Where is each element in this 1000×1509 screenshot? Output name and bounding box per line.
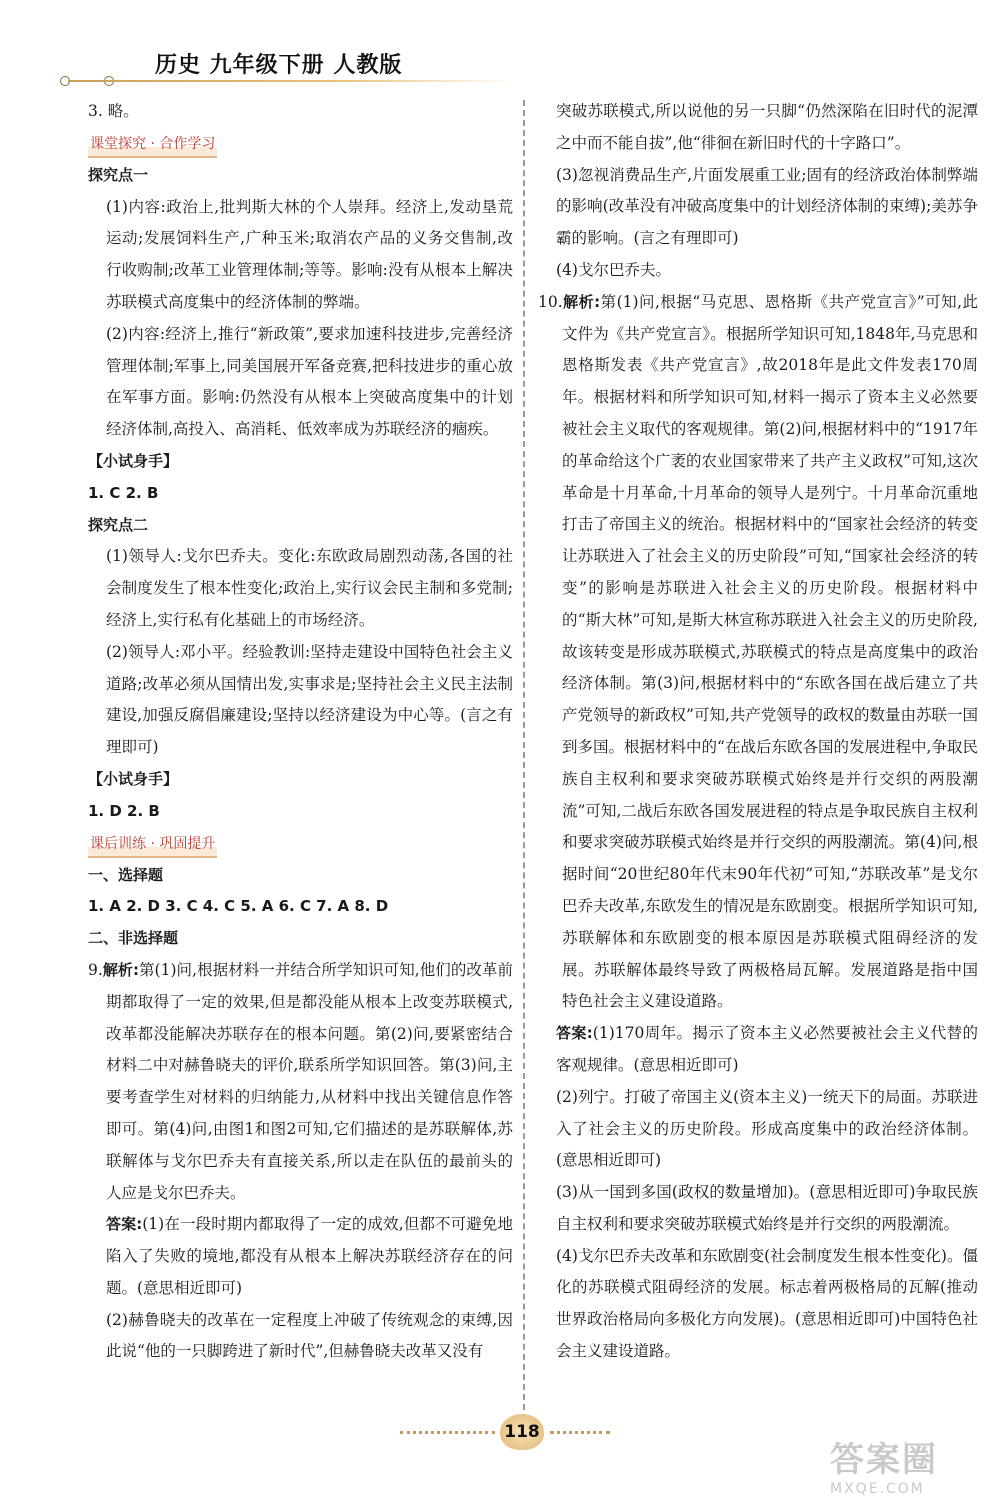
watermark-logo (830, 1440, 990, 1504)
subheading: 【小试身手】 (88, 769, 179, 788)
watermark-url: MXQE.COM (830, 1481, 925, 1497)
paragraph: (1)内容:政治上,批判斯大林的个人崇拜。经济上,发动垦荒运动;发展饲料生产,广种玉米;取消农产品的义务交售制,改行收购制;改革工业管理体制;等等。影响:没有从根本上解决苏联模式高度集中的经济体制的弊端。 (106, 197, 513, 311)
paragraph: 突破苏联模式,所以说他的另一只脚“仍然深陷在旧时代的泥潭之中而不能自拔”,他“徘徊在新旧时代的十字路口”。 (556, 102, 978, 152)
answer-line: 1. C 2. B (88, 483, 159, 502)
question-9-analysis (88, 955, 513, 1209)
subheading: 一、选择题 (88, 865, 164, 884)
footer-dots-right (550, 1431, 610, 1434)
page-header (0, 0, 1000, 95)
analysis-label: 解析: (562, 292, 601, 311)
answer-label: 答案: (556, 1024, 593, 1043)
paragraph: (2)赫鲁晓夫的改革在一定程度上冲破了传统观念的束缚,因此说“他的一只脚跨进了新时代”,但赫鲁晓夫改革又没有 (106, 1310, 513, 1361)
paragraph: (3)忽视消费品生产,片面发展重工业;固有的经济政治体制弊端的影响(改革没有冲破高度集中的计划经济体制的束缚);美苏争霸的影响。(言之有理即可) (556, 165, 978, 248)
left-column (88, 96, 513, 1368)
paragraph: (2)内容:经济上,推行“新政策”,要求加速科技进步,完善经济管理体制;军事上,同美国展开军备竞赛,把科技进步的重心放在军事方面。影响:仍然没有从根本上突破高度集中的计划经济体制,高投入、高消耗、低效率成为苏联经济的痼疾。 (106, 324, 513, 439)
paragraph: (1)领导人:戈尔巴乔夫。变化:东欧政局剧烈动荡,各国的社会制度发生了根本性变化;政治上,实行议会民主制和多党制;经济上,实行私有化基础上的市场经济。 (106, 547, 513, 629)
paragraph: (3)从一国到多国(政权的数量增加)。(意思相近即可)争取民族自主权利和要求突破苏联模式始终是并行交织的两股潮流。 (556, 1183, 978, 1233)
paragraph: (2)列宁。打破了帝国主义(资本主义)一统天下的局面。苏联进入了社会主义的历史阶段。形成高度集中的政治经济体制。(意思相近即可) (556, 1087, 978, 1170)
answer-text: (1)在一段时期内都取得了一定的成效,但都不可避免地陷入了失败的境地,都没有从根本上解决苏联经济存在的问题。(意思相近即可) (106, 1215, 513, 1297)
header-rule (68, 80, 518, 82)
subheading: 探究点一 (88, 165, 149, 184)
analysis-label: 解析: (102, 960, 139, 979)
analysis-text: 第(1)问,根据材料一并结合所学知识可知,他们的改革前期都取得了一定的效果,但是都没能从根本上改变苏联模式,改革都没能解决苏联存在的根本问题。第(2)问,要紧密结合材料二中对赫鲁晓夫的评价,联系所学知识回答。第(3)问,主要考查学生对材料的归纳能力,从材料中找出关键信息作答即可。第(4)问,由图1和图2可知,它们描述的是苏联解体,苏联解体与戈尔巴乔夫有直接关系,所以走在队伍的最前头的人应是戈尔巴乔夫。 (106, 960, 514, 1202)
answer-label: 答案: (106, 1215, 143, 1234)
question-number: 10. (538, 292, 563, 311)
question-number: 9. (88, 960, 103, 979)
answer-line: 1. A 2. D 3. C 4. C 5. A 6. C 7. A 8. D (88, 897, 389, 916)
paragraph: (2)领导人:邓小平。经验教训:坚持走建设中国特色社会主义道路;改革必须从国情出发,实事求是;坚持社会主义民主法制建设,加强反腐倡廉建设;坚持以经济建设为中心等。(言之有理即可) (106, 642, 513, 757)
column-divider (523, 100, 525, 1420)
right-column (538, 96, 978, 1368)
subheading: 二、非选择题 (88, 929, 179, 948)
subheading: 探究点二 (88, 515, 149, 534)
question-10-answer (538, 1018, 978, 1082)
question-9-answer (88, 1209, 513, 1304)
section-tag-homework: 课后训练 · 巩固提升 (88, 833, 217, 858)
subheading: 【小试身手】 (88, 451, 179, 470)
page-number: 118 (500, 1414, 544, 1450)
analysis-text: 第(1)问,根据“马克思、恩格斯《共产党宣言》”可知,此文件为《共产党宣言》。根据所学知识可知,1848年,马克思和恩格斯发表《共产党宣言》,故2018年是此文件发表170周年。根据材料和所学知识可知,材料一揭示了资本主义必然要被社会主义取代的客观规律。第(2)问,根据材料中的“1917年的革命给这个广袤的农业国家带来了共产主义政权”可知,这次革命是十月革命,十月革命的领导人是列宁。十月革命沉重地打击了帝国主义的统治。根据材料中的“国家社会经济的转变让苏联进入了社会主义的历史阶段”可知,“国家社会经济的转变”的影响是苏联进入社会主义的历史阶段。根据材料中的“斯大林”可知,是斯大林宣称苏联进入社会主义的历史阶段,故该转变是形成苏联模式,苏联模式的特点是高度集中的政治经济体制。第(3)问,根据材料中的“东欧各国在战后建立了共产党领导的新政权”可知,共产党领导的政权的数量由苏联一国到多国。根据材料中的“在战后东欧各国的发展进程中,争取民族自主权利和要求突破苏联模式始终是并行交织的两股潮流”可知,二战后东欧各国发展进程的特点是争取民族自主权利和要求突破苏联模式始终是并行交织的两股潮流。第(4)问,根据时间“20世纪80年代末90年代初”可知,“苏联改革”是戈尔巴乔夫改革,东欧发生的情况是东欧剧变。根据所学知识可知,苏联解体和东欧剧变的根本原因是苏联模式阻碍经济的发展。苏联解体最终导致了两极格局瓦解。发展道路是指中国特色社会主义建设道路。 (562, 292, 979, 1011)
question-10-analysis (538, 287, 978, 1018)
header-title: 历史 九年级下册 人教版 (155, 53, 403, 78)
section-tag-classroom: 课堂探究 · 合作学习 (88, 133, 217, 158)
watermark-text: 答案圈 (830, 1440, 938, 1480)
answer-line: 1. D 2. B (88, 801, 160, 820)
paragraph: (4)戈尔巴乔夫改革和东欧剧变(社会制度发生根本性变化)。僵化的苏联模式阻碍经济的发展。标志着两极格局的瓦解(推动世界政治格局向多极化方向发展)。(意思相近即可)中国特色社会主义建设道路。 (556, 1246, 978, 1361)
answer-line: 3. 略。 (88, 102, 139, 120)
footer-dots-left (400, 1431, 495, 1434)
answer-text: (1)170周年。揭示了资本主义必然要被社会主义代替的客观规律。(意思相近即可) (556, 1024, 978, 1074)
paragraph: (4)戈尔巴乔夫。 (556, 260, 671, 279)
